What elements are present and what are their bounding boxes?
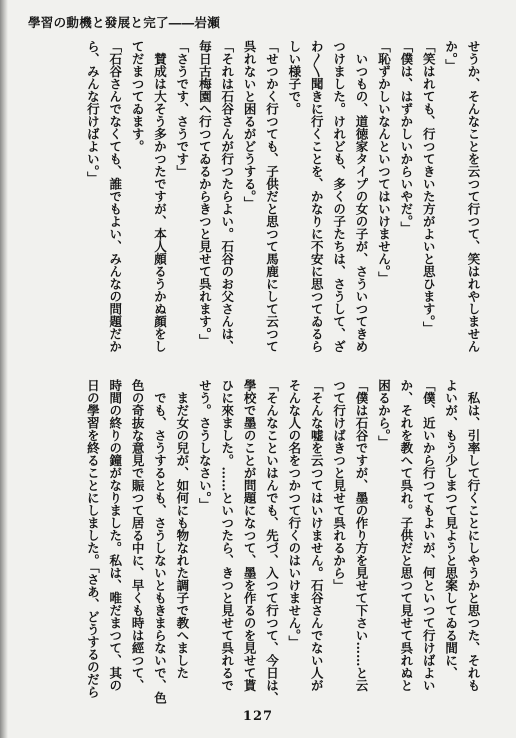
lower-tier-column: 學校で墨のことが問題になつて、墨を作るのを見せて貰	[242, 379, 258, 692]
lower-tier-column: 「そんなこといはんでも、先づ、入つて行つて、今日は、	[264, 379, 280, 704]
upper-tier-column: つけました。けれども、多くの子たちは、さうして、ざ	[331, 40, 347, 353]
lower-tier-column: 「僕、近いから行つてもよいが、何といつて行けばよい	[421, 379, 437, 692]
binding-shadow	[0, 0, 8, 738]
page-number: 127	[242, 709, 274, 724]
lower-tier-column: せう。さうしなさい。」	[197, 379, 213, 511]
upper-tier-column: ら、みんな行けばよい。」	[85, 40, 101, 184]
upper-text-tier	[80, 40, 484, 370]
lower-tier-column: 困るから。」	[376, 379, 392, 448]
upper-tier-column: 毎日古梅園へ行つてゐるからきつと見せて呉れます。」	[197, 40, 213, 347]
upper-tier-column: いつもの、道徳家タイプの女の子が、さういつてきめ	[354, 40, 370, 353]
upper-tier-column: 「さうです、さうです」	[174, 40, 190, 178]
running-header: 學習の動機と發展と完了――岩瀬	[28, 15, 221, 30]
lower-tier-column: 「僕は石谷ですが、墨の作り方を見せて下さい……と云	[354, 379, 370, 692]
lower-tier-column: か、それを教へて呉れ。子供だと思つて見せて呉れぬと	[398, 379, 414, 692]
lower-tier-column: 色の奇抜な意見で賑つて居る中に、早くも時は經つて、	[130, 379, 146, 692]
upper-tier-column: 「僕は、はずかしいからいやだ。」	[398, 40, 414, 234]
upper-tier-column: 「せつかく行つても、子供だと思つて馬鹿にして云つて	[264, 40, 280, 353]
lower-tier-column: でも、さうするとも、さうしないともきまらないで、色	[152, 379, 168, 704]
upper-tier-column: 「石谷さんでなくても、誰でもよい、みんなの問題だか	[107, 40, 123, 353]
lower-tier-column: 日の學習を終ることにしました。「さあ、どうするのだら	[85, 379, 101, 698]
lower-tier-column: 私は、引率して行くことにしやうかと思つた、それも	[466, 379, 481, 692]
lower-tier-column: よいが、もう少しまつて見ようと思案してゐる間に、	[443, 379, 459, 679]
upper-tier-column: 賛成は大そう多かつたですが、本人頗るうかぬ顔をし	[152, 40, 168, 353]
upper-tier-column: てだまつてゐます。	[130, 40, 146, 153]
lower-tier-column: まだ女の兒が、如何にも物なれた調子で教へました	[174, 379, 190, 679]
upper-tier-column: 「それは石谷さんが行つたらよい。石谷のお父さんは、	[219, 40, 235, 353]
upper-tier-column: 呉れないと困るがどうする。」	[242, 40, 258, 209]
lower-tier-column: 「そんな嘘を云つてはいけません。石谷さんでない人が	[309, 379, 325, 692]
upper-tier-column: せうか、そんなことを云つて行つて、笑はれやしません	[466, 40, 481, 353]
lower-tier-column: 時間の終りの鐘がなりました。私は、唯だまつて、其の	[107, 379, 123, 692]
lower-tier-column: ひに來ました。……といつたら、きつと見せて呉れるで	[219, 379, 235, 692]
upper-tier-column: か。」	[443, 40, 459, 72]
upper-tier-column: わ〳〵聞きに行くことを、かなりに不安に思つてゐるら	[309, 40, 325, 353]
lower-tier-column: そんな人の名をつかつて行くのはいけません。」	[286, 379, 302, 648]
upper-tier-column: 「笑はれても、行つてきいた方がよいと思ひます。」	[421, 40, 437, 334]
lower-tier-column: つて行けばきつと見せて呉れるから」	[331, 379, 347, 592]
upper-tier-column: しい様子で。	[286, 40, 302, 115]
upper-tier-column: 「恥ずかしいなんといつてはいけません。」	[376, 40, 392, 284]
lower-text-tier	[80, 379, 484, 709]
